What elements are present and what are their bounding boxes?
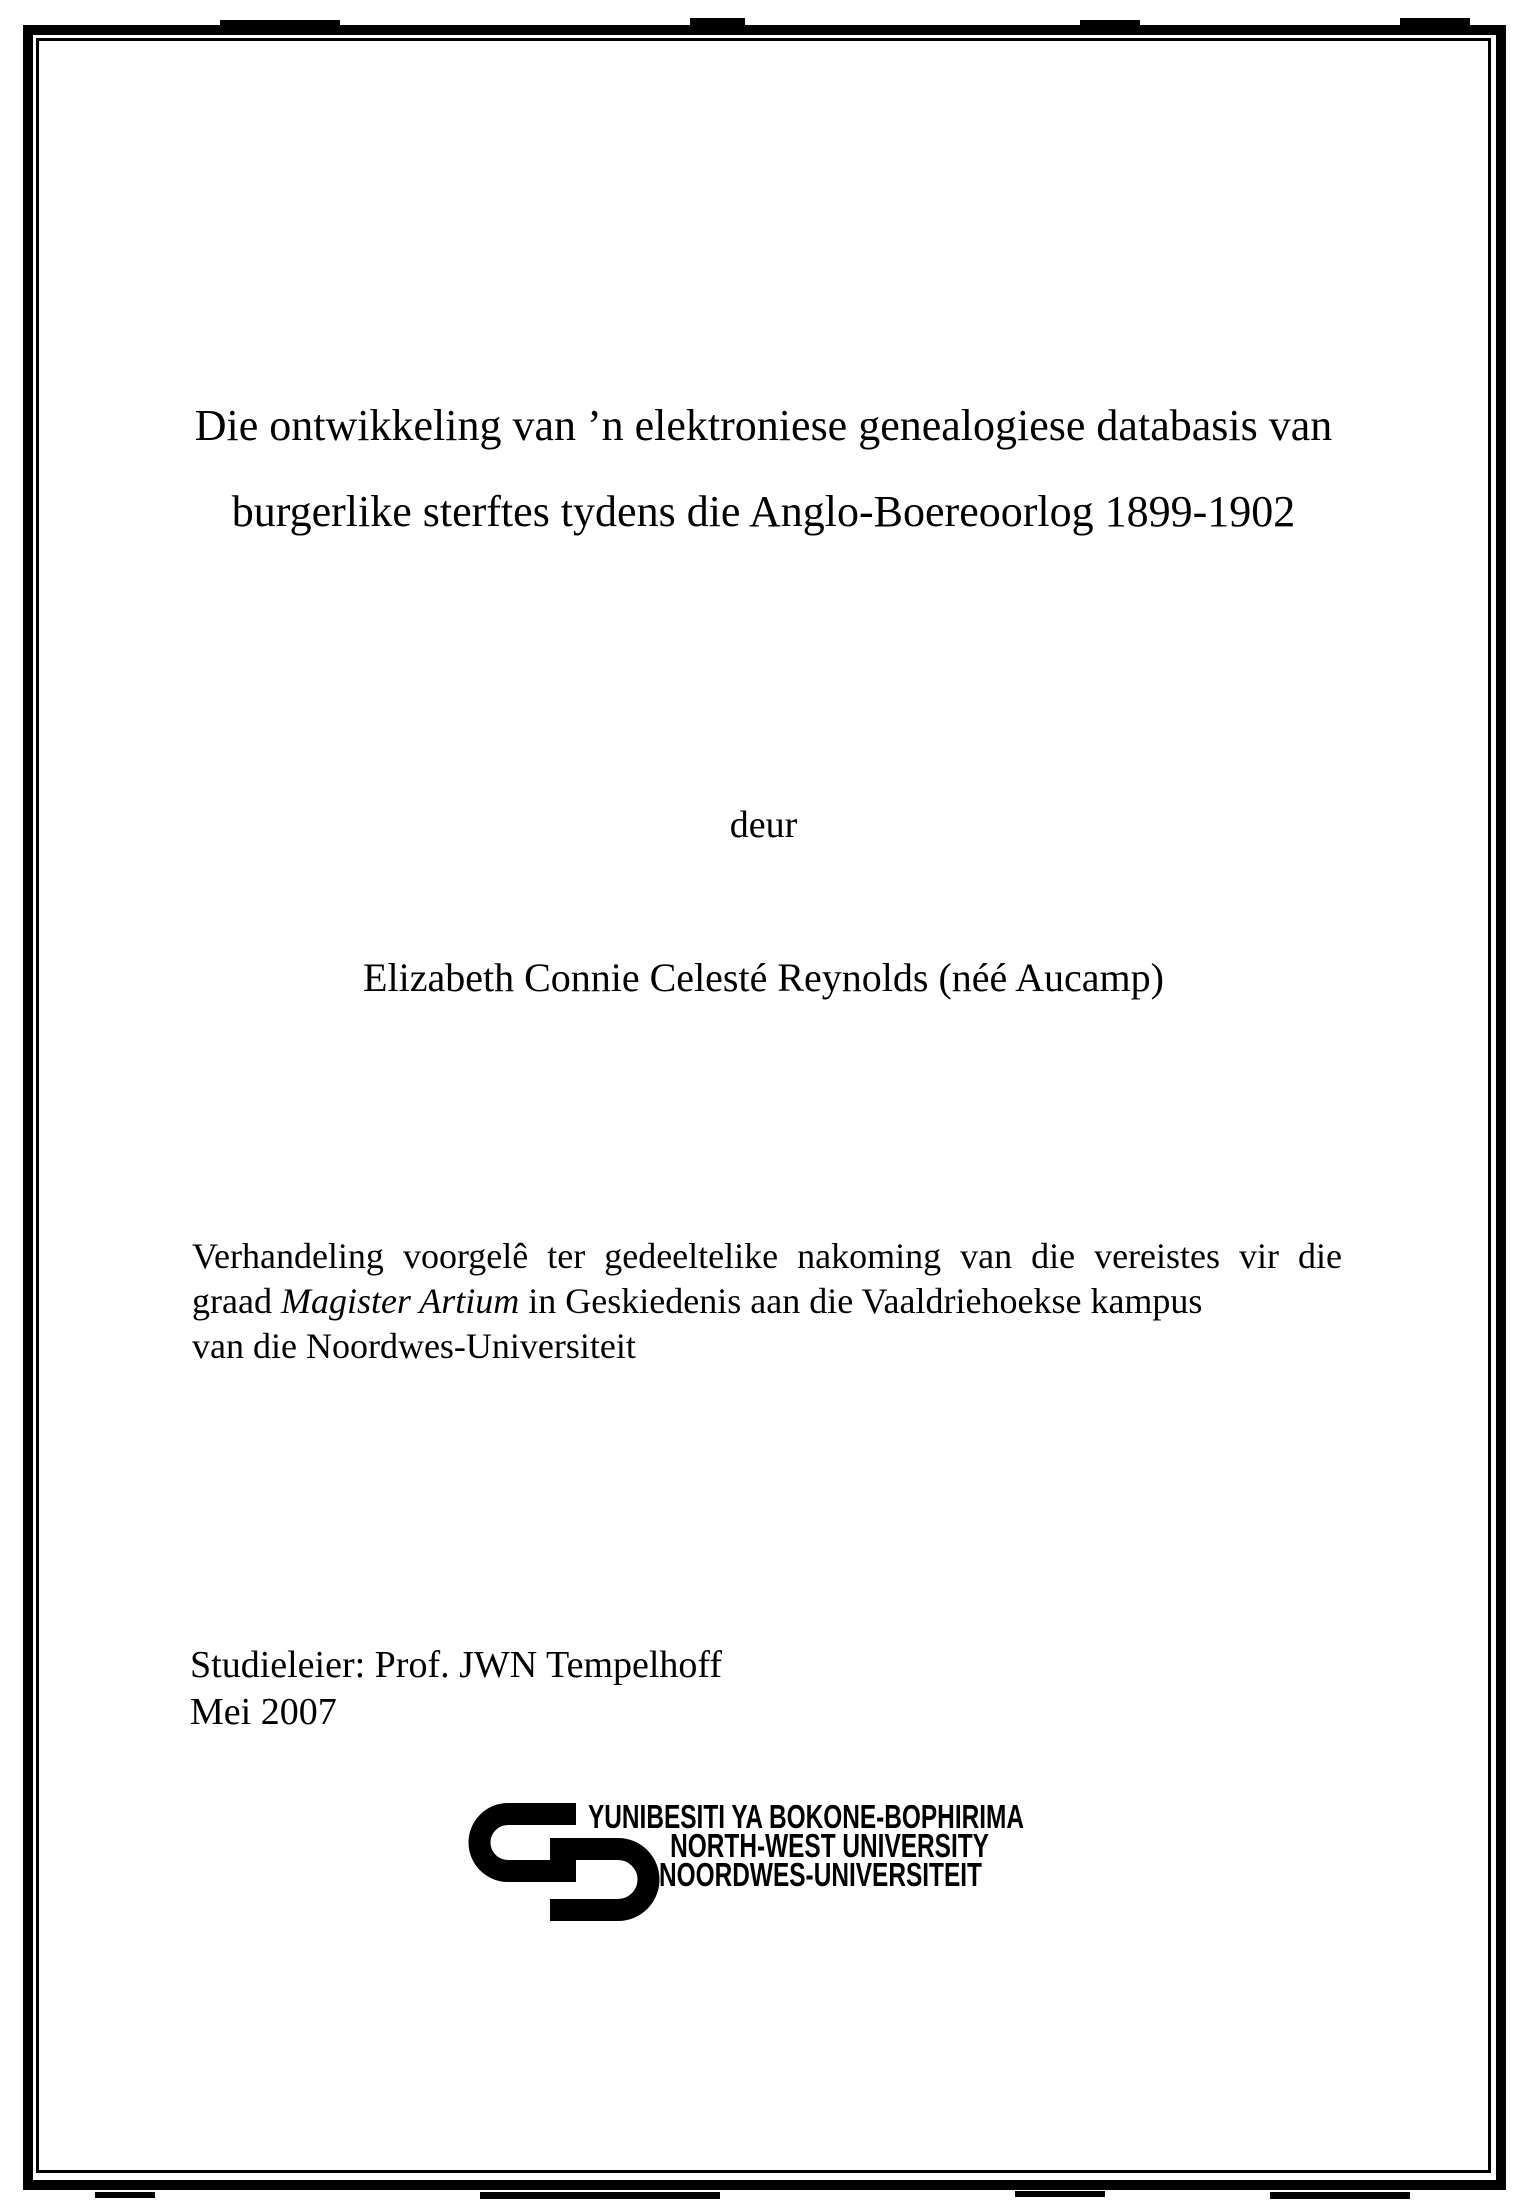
scan-artifact [95, 2192, 155, 2198]
thesis-title-line-1: Die ontwikkeling van ’n elektroniese genealogiese databasis van [194, 401, 1333, 450]
degree-statement-line-1: Verhandeling voorgelê ter gedeeltelike nakoming van die vereistes vir die [192, 1236, 1342, 1276]
degree-statement [192, 1234, 1342, 1369]
scan-artifact [1015, 2191, 1105, 2197]
scan-artifact [480, 2192, 720, 2199]
scan-artifact [1400, 18, 1470, 26]
scan-artifact [1270, 2192, 1410, 2199]
degree-statement-line-2 [192, 1279, 1342, 1324]
logo-text-line-afrikaans: NOORDWES-UNIVERSITEIT [659, 1856, 982, 1893]
degree-name-italic: Magister Artium [280, 1281, 520, 1321]
degree-statement-line-2-after: in Geskiedenis aan die Vaaldriehoekse kampus [519, 1281, 1203, 1321]
logo-text-line-english: NORTH-WEST UNIVERSITY [670, 1827, 989, 1864]
degree-statement-line-3: van die Noordwes-Universiteit [192, 1326, 636, 1366]
degree-statement-line-2-before: graad [192, 1281, 281, 1321]
thesis-title-line-2: burgerlike sterftes tydens die Anglo-Boereoorlog 1899-1902 [231, 487, 1296, 536]
logo-text-line-setswana: YUNIBESITI YA BOKONE-BOPHIRIMA [588, 1798, 1024, 1835]
supervisor-block [190, 1642, 722, 1736]
scan-artifact [1080, 20, 1140, 26]
byline-label: deur [729, 804, 798, 846]
scan-artifact [690, 18, 745, 26]
scan-artifact [220, 20, 340, 26]
author-name: Elizabeth Connie Celesté Reynolds (néé Aucamp) [363, 955, 1164, 1000]
supervisor-line: Studieleier: Prof. JWN Tempelhoff [190, 1644, 723, 1686]
date-line: Mei 2007 [190, 1691, 337, 1733]
university-logo-text [588, 1798, 1024, 1893]
